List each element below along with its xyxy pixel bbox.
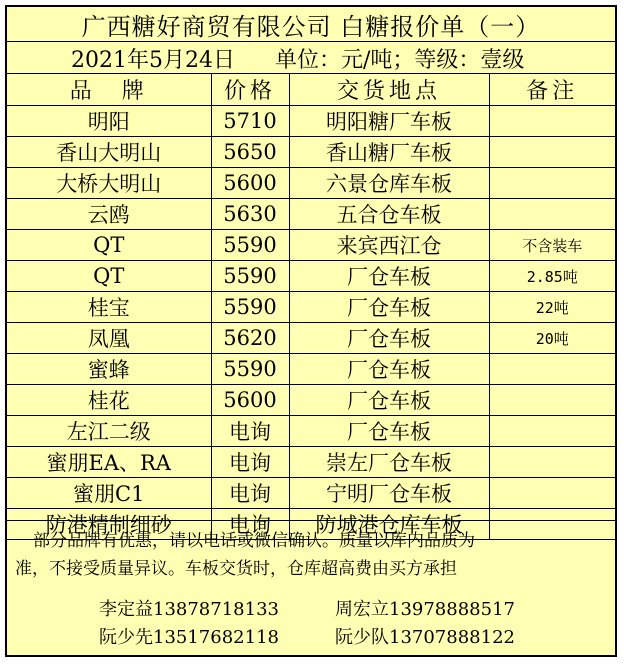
table-row <box>7 478 615 509</box>
cell-brand: 桂宝 <box>7 292 211 323</box>
cell-note <box>489 385 615 416</box>
cell-price: 电询 <box>211 509 289 540</box>
contact-entry: 阮少先13517682118 <box>99 627 279 648</box>
unit-grade: 单位：元/吨；等级：壹级 <box>275 48 525 73</box>
table-row <box>7 230 615 261</box>
cell-price: 电询 <box>211 478 289 509</box>
table-row <box>7 106 615 137</box>
table-row <box>7 292 615 323</box>
cell-brand: 香山大明山 <box>7 137 211 168</box>
cell-location: 明阳糖厂车板 <box>289 106 489 137</box>
cell-brand: 桂花 <box>7 385 211 416</box>
contacts-block <box>7 592 615 656</box>
contact-entry: 周宏立13978888517 <box>335 599 515 620</box>
date-unit-row <box>7 41 615 74</box>
cell-location: 厂仓车板 <box>289 261 489 292</box>
cell-price: 5600 <box>211 168 289 199</box>
cell-note <box>489 447 615 478</box>
price-table <box>7 73 615 540</box>
cell-note <box>489 168 615 199</box>
cell-brand: 蜜蜂 <box>7 354 211 385</box>
table-row <box>7 385 615 416</box>
cell-location: 崇左厂仓车板 <box>289 447 489 478</box>
cell-note <box>489 478 615 509</box>
table-row <box>7 261 615 292</box>
cell-brand: 明阳 <box>7 106 211 137</box>
cell-price: 5600 <box>211 385 289 416</box>
cell-location: 宁明厂仓车板 <box>289 478 489 509</box>
header-location: 交货地点 <box>289 74 489 106</box>
notice-text <box>7 520 615 586</box>
cell-brand: 凤凰 <box>7 323 211 354</box>
cell-brand: QT <box>7 261 211 292</box>
sheet-title: 广西糖好商贸有限公司 白糖报价单（一） <box>7 7 615 42</box>
cell-brand: 大桥大明山 <box>7 168 211 199</box>
table-row <box>7 416 615 447</box>
cell-note <box>489 137 615 168</box>
notice-line-1: 部分品牌有优惠，请以电话或微信确认。质量以库内品质为 <box>33 531 475 551</box>
cell-location: 香山糖厂车板 <box>289 137 489 168</box>
cell-price: 5650 <box>211 137 289 168</box>
header-note: 备注 <box>489 74 615 106</box>
table-row <box>7 447 615 478</box>
table-row <box>7 137 615 168</box>
cell-note: 2.85吨 <box>489 261 615 292</box>
price-sheet <box>5 5 617 657</box>
contact-entry: 李定益13878718133 <box>99 599 279 620</box>
cell-brand: 蜜朋EA、RA <box>7 447 211 478</box>
cell-note: 22吨 <box>489 292 615 323</box>
cell-price: 5590 <box>211 354 289 385</box>
header-brand: 品 牌 <box>7 74 211 106</box>
cell-location: 厂仓车板 <box>289 292 489 323</box>
cell-note <box>489 199 615 230</box>
table-row <box>7 323 615 354</box>
cell-note <box>489 354 615 385</box>
cell-brand: 防港精制细砂 <box>7 509 211 540</box>
cell-price: 5620 <box>211 323 289 354</box>
cell-note: 不含装车 <box>489 230 615 261</box>
cell-price: 5630 <box>211 199 289 230</box>
cell-location: 来宾西江仓 <box>289 230 489 261</box>
cell-price: 5590 <box>211 230 289 261</box>
cell-location: 防城港仓库车板 <box>289 509 489 540</box>
cell-location: 五合仓车板 <box>289 199 489 230</box>
cell-note <box>489 106 615 137</box>
cell-price: 5590 <box>211 292 289 323</box>
cell-note <box>489 416 615 447</box>
cell-brand: 云鸥 <box>7 199 211 230</box>
cell-price: 电询 <box>211 416 289 447</box>
cell-brand: 左江二级 <box>7 416 211 447</box>
table-row <box>7 199 615 230</box>
quote-date: 2021年5月24日 <box>71 48 235 73</box>
cell-price: 电询 <box>211 447 289 478</box>
cell-location: 厂仓车板 <box>289 385 489 416</box>
cell-note: 20吨 <box>489 323 615 354</box>
table-row <box>7 354 615 385</box>
cell-brand: 蜜朋C1 <box>7 478 211 509</box>
header-price: 价格 <box>211 74 289 106</box>
cell-price: 5710 <box>211 106 289 137</box>
cell-location: 六景仓库车板 <box>289 168 489 199</box>
notice-line-2: 准，不接受质量异议。车板交货时，仓库超高费由买方承担 <box>15 559 457 579</box>
cell-price: 5590 <box>211 261 289 292</box>
table-header-row <box>7 74 615 106</box>
cell-brand: QT <box>7 230 211 261</box>
cell-location: 厂仓车板 <box>289 354 489 385</box>
cell-location: 厂仓车板 <box>289 323 489 354</box>
cell-location: 厂仓车板 <box>289 416 489 447</box>
table-row <box>7 168 615 199</box>
contact-entry: 阮少队13707888122 <box>335 627 515 648</box>
